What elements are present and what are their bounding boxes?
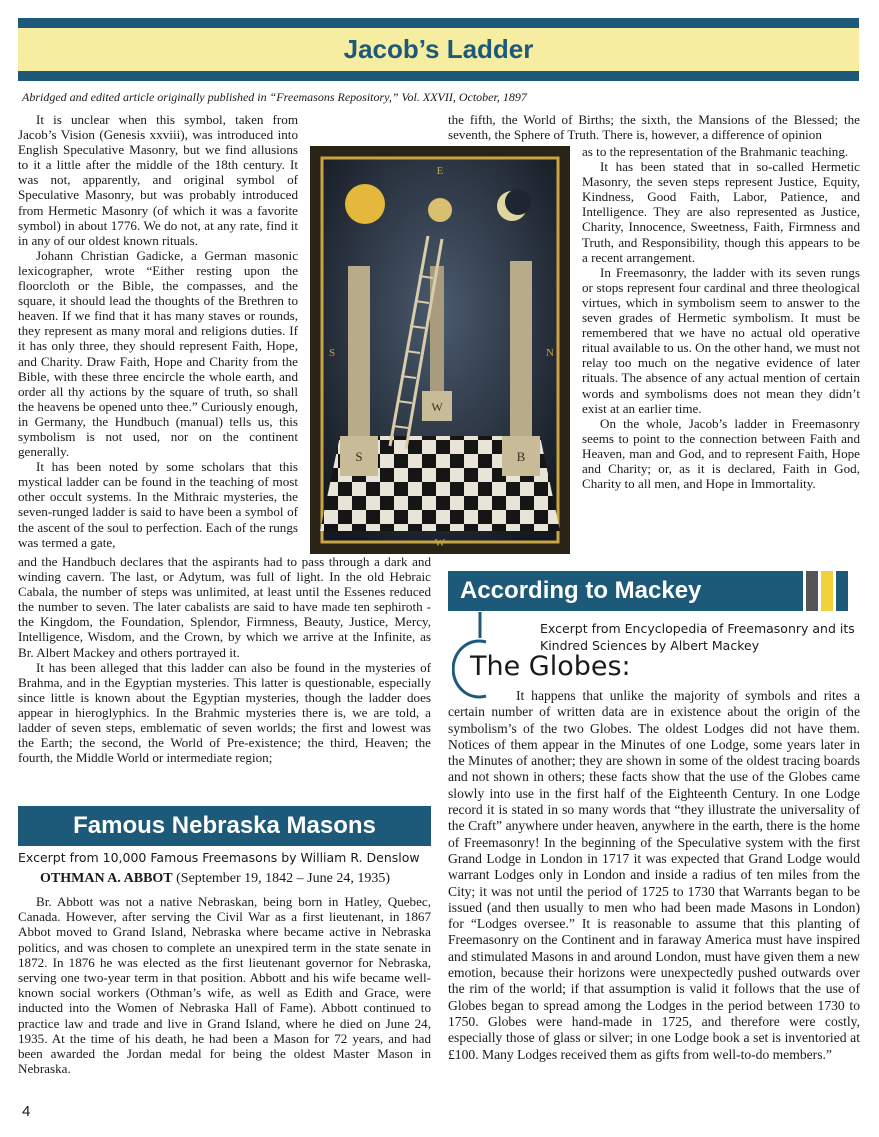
article-column-right-top xyxy=(448,112,860,142)
north-letter: N xyxy=(546,347,554,359)
pillar-right xyxy=(510,261,532,436)
pillar-left-letter: S xyxy=(355,449,363,464)
article-column-left-bottom xyxy=(18,554,431,765)
heading-stripe xyxy=(806,571,818,611)
paragraph: It happens that unlike the majority of symbols and rites a certain number of written data are in existence about the origin of the symbolism’s of the two Globes. The oldest Lodges did not have them. Notices of them appear in the Minutes of one Lodge, some years later in the Minutes of another; they are shown in some of the oldest tracing boards and not shown in others; these facts show that the use of the Globes came slowly into use in the first half of the Eighteenth Century. In one Lodge record it is stated in so many words that “they illustrate the universality of the Craft” anywhere under heaven, anywhere in the earth, there is the home of Freemasonry! In the beginning of the Speculative system with the first Grand Lodge in London in 1717 it was expected that Grand Lodge would warrant Lodges only in London and inside a radius of ten miles from the City; it was not until the period of 1725 to 1730 that Warrants began to be issued (and then usually to men who had been made Masons in London) for “Lodges oversee.” It is reasonable to assume that this planting of Freemasonry on the Continent and in faraway America must have inspired and stimulated Masons in and around London, must have given them a new emotion, because their horizons were unexpectedly pushed outwards over the rim of the world; if that assumption is valid it follows that the use of Globes began to spread among the Lodges in the period between 1730 to 1750. Globes were hand-made in 1725, and therefore were costly, especially those of glass or silver; in one Lodge book a set is inventoried at £100. Many Lodges received them as gifts from well-to-do members.” xyxy=(448,688,860,1062)
article-column-left-top xyxy=(18,112,298,550)
eye-icon xyxy=(428,198,452,222)
mackey-section-heading: According to Mackey xyxy=(448,571,803,611)
page-title: Jacob’s Ladder xyxy=(343,34,534,64)
paragraph: as to the representation of the Brahmanic teaching. xyxy=(582,144,849,159)
mason-name-line xyxy=(40,871,431,887)
article-column-right xyxy=(582,144,860,491)
paragraph: It has been alleged that this ladder can also be found in the mysteries of Brahma, and in the Egyptian mysteries. This latter is questionable, especially since little is known about the Egyptian mysteries, though the ladder does appear in hieroglyphics. In the Brahmic mysteries there is, we are told, a ladder of seven steps, emblematic of seven worlds; the first and lowest was the Earth; the second, the World of Pre-existence; the third, Heaven; the fourth, the Middle World or intermediate region; xyxy=(18,659,431,766)
nebraska-excerpt-note: Excerpt from 10,000 Famous Freemasons by William R. Denslow xyxy=(18,850,420,865)
paragraph: the fifth, the World of Births; the sixth, the Mansions of the Blessed; the seventh, the Sphere of Truth. There is, however, a difference of opinion xyxy=(448,112,860,143)
paragraph: Br. Abbott was not a native Nebraskan, being born in Hatley, Quebec, Canada. However, after serving the Civil War as a first lieutenant, in 1867 Abbot moved to Grand Island, Nebraska where became active in Nebraska politics, and was chosen to complete an unexpired term in the state senate in 1872. In 1876 he was elected as the first lieutenant governor for Nebraska, serving one two-year term in that position. Abbott and his wife became well-known social workers (Othman’s wife, as well as Edith and Grace, were inducted into the Women of Nebraska Hall of Fame). Abbott continued to practice law and trade and live in Grand Island, where he died on June 24, 1935. At the time of his death, he had been a Mason for 72 years, and had been awarded the Jordan medal for being the oldest Master Mason in Nebraska. xyxy=(18,894,431,1077)
paragraph: Johann Christian Gadicke, a German masonic lexicographer, wrote “Either resting upon the floorcloth or the Bible, the compasses, and the square, it should lead the thoughts of the Brethren to heaven. If we find that it has many staves or rounds, they represent as many moral and religions duties. If it has only three, they should represent Faith, Hope, and Charity. Draw Faith, Hope and Charity from the Bible, with these three encircle the whole earth, and order all thy actions by the square of truth, so shall the heavens be opened unto thee.” Curiously enough, in Germany, the Hundbuch (manual) tells us, this symbolism is not used, nor on the continent generally. xyxy=(18,247,298,460)
paragraph: It has been noted by some scholars that this mystical ladder can be found in the teaching of most other occult systems. In the Mithraic mysteries, the seven-runged ladder is said to have been a symbol of the ascent of the soul to perfection. Each of the rungs was termed a gate, xyxy=(18,459,298,550)
paragraph: On the whole, Jacob’s ladder in Freemasonry seems to point to the connection between Faith and Heaven, man and God, and to represent Faith, Hope and Charity; or, as it is declared, Faith in God, Charity to all men, and Hope in Immortality. xyxy=(582,415,860,492)
source-note: Abridged and edited article originally published in “Freemasons Repository,” Vol. XXVII, October, 1897 xyxy=(22,90,527,104)
nebraska-body xyxy=(18,894,431,1076)
south-letter: S xyxy=(328,347,336,359)
jacobs-ladder-painting xyxy=(310,146,570,554)
mackey-excerpt-note: Excerpt from Encyclopedia of Freemasonry and its Kindred Sciences by Albert Mackey xyxy=(540,621,855,653)
paragraph: It is unclear when this symbol, taken from Jacob’s Vision (Genesis xxviii), was introduced into English Speculative Masonry, but we find allusions to it a little after the middle of the 18th century. It was not, apparently, and original symbol of Speculative Masonry, but was probably introduced from Hermetic Masonry (of which it was a favorite symbol) in about 1776. We do not, at any rate, find it in any of our oldest known rituals. xyxy=(18,112,298,248)
pillar-right-letter: B xyxy=(516,449,526,464)
heading-stripe xyxy=(836,571,848,611)
heading-stripe xyxy=(821,571,833,611)
paragraph: In Freemasonry, the ladder with its seven rungs or stops represent four cardinal and three theological virtues, which in symbolism seem to answer to the seven grades of Hermetic symbolism. It must be remembered that we have no actual old operative ritual available to us. On the other hand, we must not relay too much on the negative evidence of later rituals. The absence of any actual mention of certain words and symbolisms does not mean they didn’t exist at an earlier time. xyxy=(582,264,860,416)
page-number: 4 xyxy=(22,1103,31,1120)
header-bottom-rule xyxy=(18,71,859,81)
west-letter: W xyxy=(434,537,446,549)
mackey-body xyxy=(448,688,860,1063)
nebraska-section-heading: Famous Nebraska Masons xyxy=(18,806,431,846)
mason-dates: (September 19, 1842 – June 24, 1935) xyxy=(172,871,390,886)
paragraph: and the Handbuch declares that the aspirants had to pass through a dark and winding cavern. The last, or Adytum, was full of light. In the old Hebraic Cabala, the number of steps was unlimited, at least until the Essenes reduced the number to seven. The later cabalists are said to have made ten sephiroth - the Kingdom, the Foundation, Splendor, Firmness, Beauty, Justice, Mercy, Intelligence, Wisdom, and the Crown, by which we arrive at the Infinite, as Br. Albert Mackey and others portrayed it. xyxy=(18,554,431,660)
sun-icon xyxy=(345,184,385,224)
pillar-left xyxy=(348,266,370,436)
globes-subtitle: The Globes: xyxy=(470,651,631,682)
pedestal-letter: W xyxy=(431,400,443,414)
east-letter: E xyxy=(436,165,444,177)
mason-name: OTHMAN A. ABBOT xyxy=(40,871,173,886)
paragraph: It has been stated that in so-called Hermetic Masonry, the seven steps represent Justice, Equity, Kindness, Good Faith, Labor, Patience, and Intelligence. They are also represented as Justice, Charity, Innocence, Sweetness, Faith, Firmness and Truth, and Responsibility, though this appears to be a recent arrangement. xyxy=(582,159,860,265)
header-top-rule xyxy=(18,18,859,28)
